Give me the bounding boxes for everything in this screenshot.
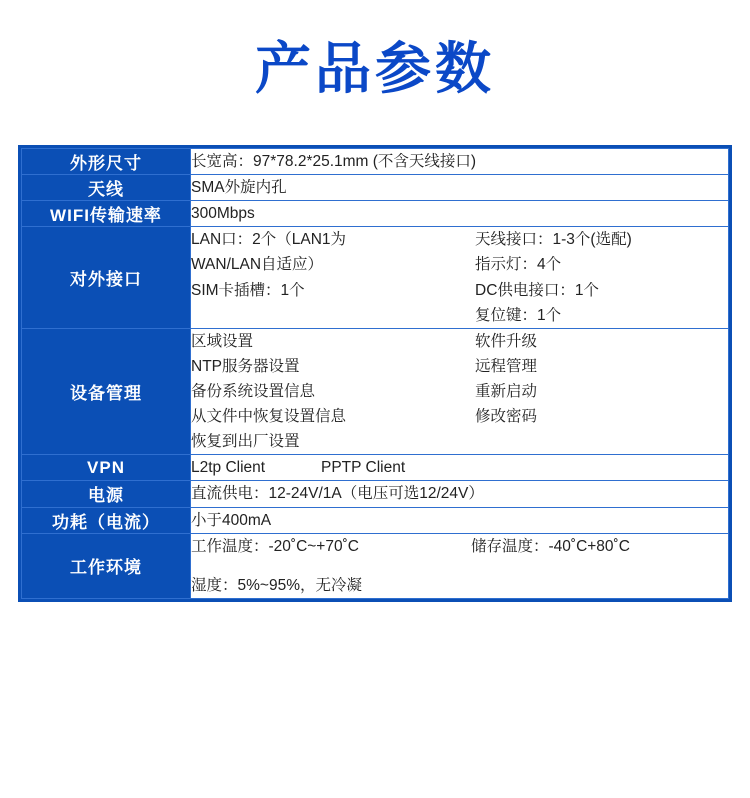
spec-label-power: 电源 xyxy=(22,481,191,507)
interfaces-right-line-2: 指示灯：4个 xyxy=(475,256,562,274)
spec-value-device-management xyxy=(191,328,729,455)
table-row xyxy=(22,455,729,481)
spec-value-power: 直流供电：12-24V/1A（电压可选12/24V） xyxy=(191,481,729,507)
management-left-line-4: 从文件中恢复设置信息 xyxy=(191,408,347,426)
spec-value-consumption: 小于400mA xyxy=(191,507,729,533)
spec-label-device-management: 设备管理 xyxy=(22,328,191,455)
spec-label-antenna: 天线 xyxy=(22,175,191,201)
management-left-column xyxy=(191,329,471,455)
environment-humidity: 湿度：5%~95%，无冷凝 xyxy=(191,576,362,594)
spec-value-dimensions: 长宽高：97*78.2*25.1mm (不含天线接口) xyxy=(191,149,729,175)
interfaces-right-line-4: 复位键：1个 xyxy=(475,306,562,324)
vpn-l2tp-client: L2tp Client xyxy=(191,459,266,477)
management-left-line-3: 备份系统设置信息 xyxy=(191,382,316,400)
spec-table-container xyxy=(18,145,732,602)
spec-value-wifi-rate: 300Mbps xyxy=(191,201,729,227)
management-right-line-1: 软件升级 xyxy=(475,332,538,350)
table-row xyxy=(22,201,729,227)
management-left-line-5: 恢复到出厂设置 xyxy=(191,433,300,451)
spec-label-vpn: VPN xyxy=(22,455,191,481)
vpn-pptp-client: PPTP Client xyxy=(321,459,406,477)
spec-label-interfaces: 对外接口 xyxy=(22,227,191,328)
table-row xyxy=(22,533,729,598)
management-left-line-2: NTP服务器设置 xyxy=(191,357,300,375)
spec-value-environment xyxy=(191,533,729,598)
management-right-line-3: 重新启动 xyxy=(475,382,538,400)
table-row xyxy=(22,227,729,328)
spec-label-consumption: 功耗（电流） xyxy=(22,507,191,533)
interfaces-right-column xyxy=(471,227,728,327)
interfaces-right-line-1: 天线接口：1-3个(选配) xyxy=(475,231,632,249)
table-row xyxy=(22,149,729,175)
table-row xyxy=(22,175,729,201)
interfaces-left-line-2: WAN/LAN自适应） xyxy=(191,256,324,274)
management-left-line-1: 区域设置 xyxy=(191,332,254,350)
spec-label-dimensions: 外形尺寸 xyxy=(22,149,191,175)
management-right-column xyxy=(471,329,728,455)
interfaces-left-column xyxy=(191,227,471,327)
environment-work-temperature: 工作温度：-20˚C~+70˚C xyxy=(191,537,359,555)
table-row xyxy=(22,328,729,455)
environment-storage-temperature: 储存温度：-40˚C+80˚C xyxy=(471,537,630,555)
interfaces-left-line-3: SIM卡插槽：1个 xyxy=(191,281,305,299)
table-row xyxy=(22,507,729,533)
management-right-line-2: 远程管理 xyxy=(475,357,538,375)
spec-value-vpn xyxy=(191,455,729,481)
page-title: 产品参数 xyxy=(255,37,495,102)
spec-value-antenna: SMA外旋内孔 xyxy=(191,175,729,201)
spec-label-wifi-rate: WIFI传输速率 xyxy=(22,201,191,227)
spec-table xyxy=(21,148,729,599)
spec-label-environment: 工作环境 xyxy=(22,533,191,598)
interfaces-right-line-3: DC供电接口：1个 xyxy=(475,281,600,299)
spec-value-interfaces xyxy=(191,227,729,328)
table-row xyxy=(22,481,729,507)
interfaces-left-line-1: LAN口：2个（LAN1为 xyxy=(191,231,347,249)
management-right-line-4: 修改密码 xyxy=(475,408,538,426)
